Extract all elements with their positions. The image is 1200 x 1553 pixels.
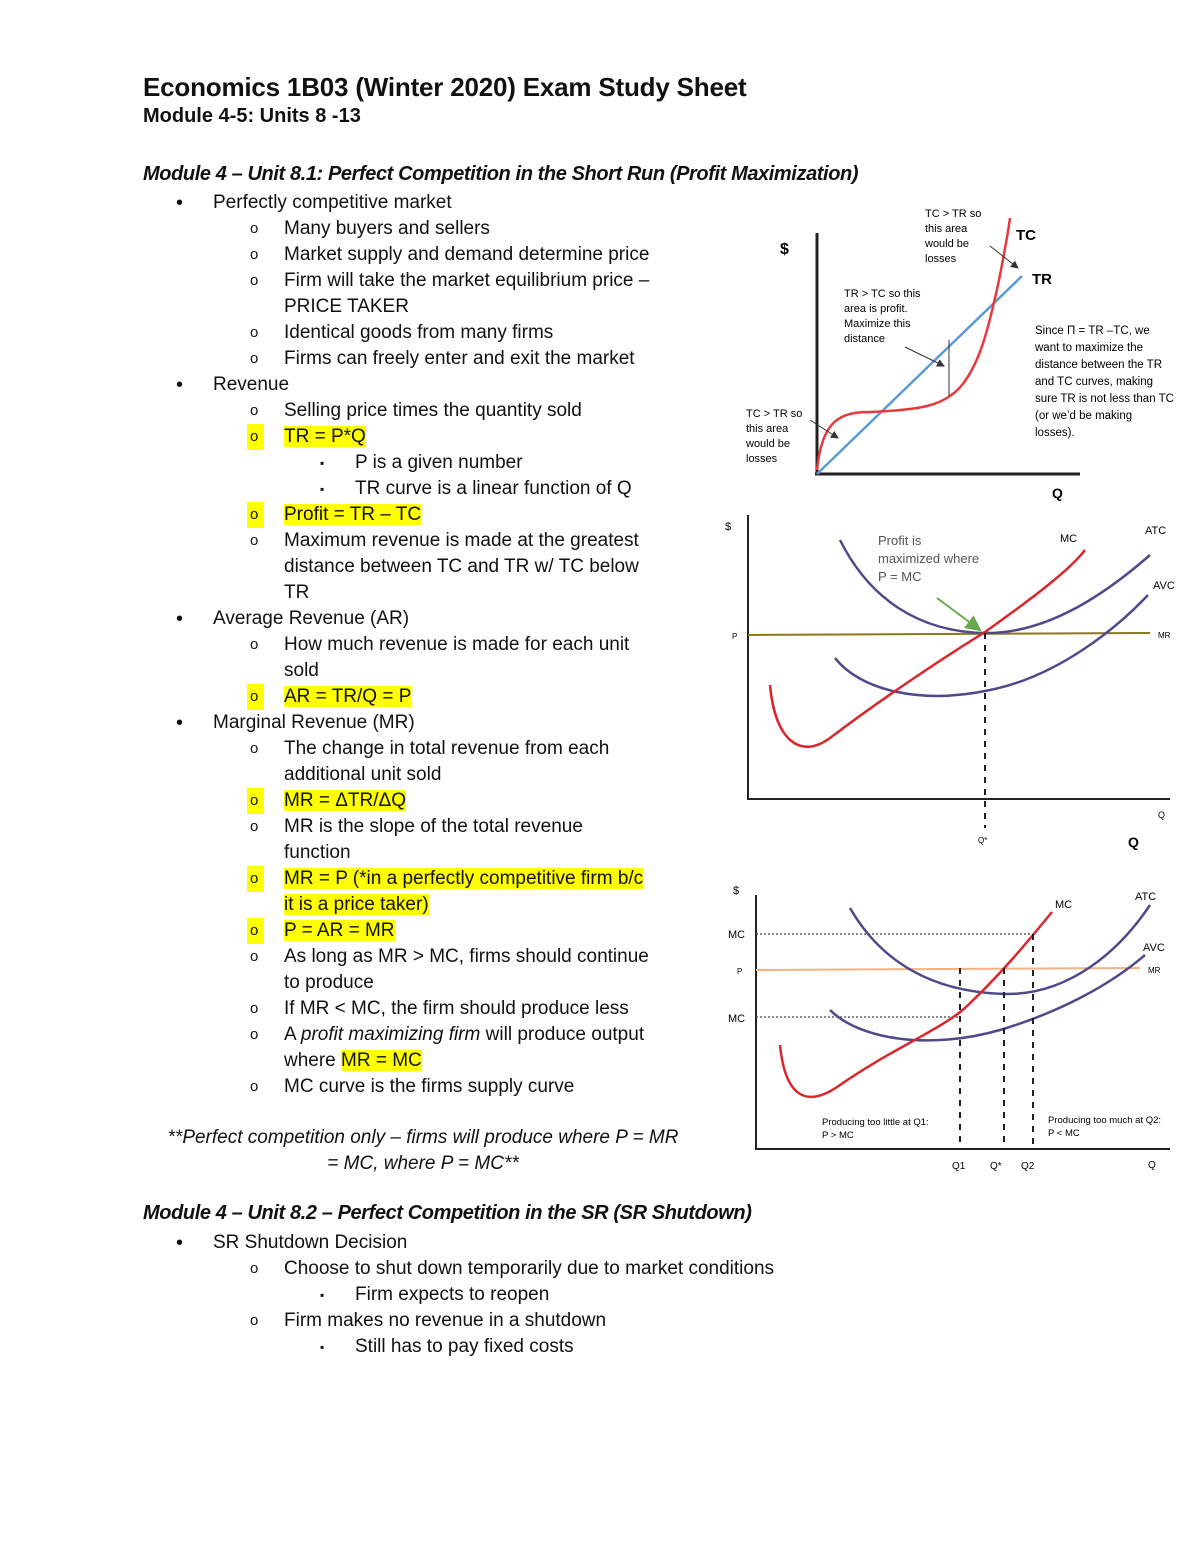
bullet-marker: •	[176, 192, 184, 214]
list-item	[0, 684, 720, 710]
fig2-q-star: Q*	[978, 836, 988, 845]
fig2-y-label: $	[725, 521, 732, 533]
bullet-marker: o	[250, 324, 259, 341]
svg-text:P > MC: P > MC	[822, 1130, 854, 1141]
fig2-mr-label: MR	[1158, 631, 1171, 640]
bullet-marker: o	[250, 272, 259, 289]
mr-line	[748, 633, 1150, 635]
svg-text:Profit is: Profit is	[878, 533, 922, 548]
list-item	[0, 892, 720, 918]
profit-max-chart	[715, 510, 1200, 855]
svg-text:TR > TC so this: TR > TC so this	[844, 288, 921, 300]
tc-label: TC	[1016, 227, 1036, 244]
list-item	[0, 554, 720, 580]
bullet-marker: o	[250, 532, 259, 549]
bullet-marker: o	[250, 350, 259, 367]
fig2-x-label-big: Q	[1128, 834, 1139, 850]
fig3-mr-label: MR	[1148, 966, 1161, 975]
fig3-p-label: P	[737, 967, 743, 976]
svg-text:distance between the TR: distance between the TR	[1035, 359, 1163, 371]
svg-text:and TC curves, making: and TC curves, making	[1035, 376, 1154, 388]
list-item-text: TR	[284, 582, 310, 603]
list-item-text: P is a given number	[355, 452, 523, 473]
list-item	[0, 658, 720, 684]
note-line-1: **Perfect competition only – firms will produce where P = MR	[167, 1127, 679, 1148]
list-item	[0, 450, 720, 476]
fig2-p-label: P	[732, 632, 738, 641]
avc-curve	[835, 595, 1148, 696]
bullet-marker: o	[247, 788, 264, 814]
list-item-emphasis: profit maximizing firm	[300, 1024, 481, 1045]
list-item	[0, 736, 720, 762]
bullet-marker: o	[250, 402, 259, 419]
list-item-text: where	[284, 1050, 342, 1071]
doc-title: Economics 1B03 (Winter 2020) Exam Study Sheet	[143, 72, 747, 102]
too-little-note	[822, 1117, 929, 1141]
list-item-text: function	[284, 842, 351, 863]
annotation-profit-area	[844, 288, 921, 345]
q1-label: Q1	[952, 1161, 966, 1172]
bullet-marker: o	[250, 948, 259, 965]
list-item-text: How much revenue is made for each unit	[284, 634, 630, 655]
svg-text:P < MC: P < MC	[1048, 1128, 1080, 1139]
section-1-list	[0, 190, 720, 1100]
bullet-marker: ▪	[320, 456, 325, 470]
list-item-text: Marginal Revenue (MR)	[213, 712, 415, 733]
bullet-marker: •	[176, 608, 184, 630]
list-item-text: Average Revenue (AR)	[213, 608, 410, 629]
svg-text:want to maximize the: want to maximize the	[1035, 342, 1144, 354]
production-level-chart	[715, 870, 1200, 1180]
section-2-list	[0, 1230, 1000, 1360]
list-item	[0, 814, 720, 840]
bullet-marker: o	[250, 1000, 259, 1017]
list-item	[0, 1022, 720, 1048]
svg-text:(or we’d be making: (or we’d be making	[1035, 410, 1133, 422]
list-item	[0, 762, 720, 788]
fig3-x-label: Q	[1148, 1160, 1156, 1171]
list-item-text: distance between TC and TR w/ TC below	[284, 556, 639, 577]
list-item-text: SR Shutdown Decision	[213, 1232, 408, 1253]
list-item	[0, 840, 720, 866]
bullet-marker: ▪	[320, 482, 325, 496]
list-item	[0, 1282, 1000, 1308]
list-item	[0, 632, 720, 658]
list-item-text: Many buyers and sellers	[284, 218, 490, 239]
svg-text:Since Π = TR –TC, we: Since Π = TR –TC, we	[1035, 325, 1150, 337]
list-item	[0, 866, 720, 892]
svg-text:this area: this area	[925, 223, 968, 235]
list-item	[0, 996, 720, 1022]
fig3-avc-label: AVC	[1143, 942, 1165, 954]
list-item-text: MR is the slope of the total revenue	[284, 816, 583, 837]
list-item-text: A	[284, 1024, 301, 1045]
svg-text:area is profit.: area is profit.	[844, 303, 908, 315]
list-item	[0, 398, 720, 424]
note-line-2: = MC, where P = MC**	[327, 1153, 519, 1174]
doc-subtitle: Module 4-5: Units 8 -13	[143, 105, 361, 127]
q2-label: Q2	[1021, 1161, 1035, 1172]
list-item-text: MR = P (*in a perfectly competitive firm b/c	[284, 868, 644, 889]
fig3-atc-label: ATC	[1135, 891, 1157, 903]
bullet-marker: o	[250, 636, 259, 653]
green-arrow	[937, 598, 980, 630]
list-item	[0, 1048, 720, 1074]
list-item-text: Firm will take the market equilibrium price –	[284, 270, 650, 291]
list-item-text: Revenue	[213, 374, 290, 395]
list-item	[0, 502, 720, 528]
bullet-marker: o	[247, 866, 264, 892]
list-item-text: it is a price taker)	[284, 894, 429, 915]
bullet-marker: •	[176, 712, 184, 734]
list-item	[0, 190, 720, 216]
bullet-marker: o	[250, 246, 259, 263]
svg-text:TC > TR so: TC > TR so	[925, 208, 982, 220]
bullet-marker: o	[247, 424, 264, 450]
list-item	[0, 970, 720, 996]
list-item	[0, 918, 720, 944]
svg-text:would be: would be	[925, 238, 970, 250]
list-item-text: Identical goods from many firms	[284, 322, 554, 343]
bullet-marker: o	[247, 502, 264, 528]
list-item-text: AR = TR/Q = P	[284, 686, 412, 707]
fig3-y-label: $	[733, 885, 740, 897]
list-item	[0, 528, 720, 554]
fig3-mc-low-label: MC	[728, 1013, 746, 1025]
bullet-marker: •	[176, 1232, 184, 1254]
list-item-text: Selling price times the quantity sold	[284, 400, 582, 421]
list-item	[0, 1074, 720, 1100]
list-item	[0, 1308, 1000, 1334]
bullet-marker: o	[250, 220, 259, 237]
list-item-text: MC curve is the firms supply curve	[284, 1076, 575, 1097]
list-item-text: Maximum revenue is made at the greatest	[284, 530, 639, 551]
svg-text:TC > TR so: TC > TR so	[746, 408, 803, 420]
section-2-heading: Module 4 – Unit 8.2 – Perfect Competition in the SR (SR Shutdown)	[143, 1202, 752, 1224]
bullet-marker: ▪	[320, 1340, 325, 1354]
bullet-marker: o	[250, 1260, 259, 1277]
list-item	[0, 320, 720, 346]
perfect-competition-note	[143, 1125, 703, 1177]
fig2-atc-label: ATC	[1145, 525, 1167, 537]
svg-text:maximized where: maximized where	[878, 551, 980, 566]
list-item	[0, 1256, 1000, 1282]
list-item-text: Choose to shut down temporarily due to market conditions	[284, 1258, 775, 1279]
list-item-text: PRICE TAKER	[284, 296, 409, 317]
list-item-text: Perfectly competitive market	[213, 192, 452, 213]
list-item-text: Firm makes no revenue in a shutdown	[284, 1310, 607, 1331]
svg-text:Producing too much at Q2:: Producing too much at Q2:	[1048, 1115, 1162, 1126]
profit-annotation	[878, 533, 979, 584]
svg-text:Maximize this: Maximize this	[844, 318, 911, 330]
bullet-marker: o	[247, 684, 264, 710]
svg-text:this area: this area	[746, 423, 789, 435]
list-item	[0, 476, 720, 502]
list-item	[0, 424, 720, 450]
list-item-text: Market supply and demand determine price	[284, 244, 650, 265]
tr-label: TR	[1032, 271, 1052, 288]
fig1-x-label: Q	[1052, 485, 1063, 501]
fig2-x-label: Q	[1158, 810, 1166, 820]
list-item-text: additional unit sold	[284, 764, 442, 785]
svg-text:sure TR is not less than TC: sure TR is not less than TC	[1035, 393, 1174, 405]
list-item-text: Still has to pay fixed costs	[355, 1336, 574, 1357]
fig3-mc-high-label: MC	[728, 929, 746, 941]
svg-text:P = MC: P = MC	[878, 569, 922, 584]
list-item	[0, 268, 720, 294]
bullet-marker: ▪	[320, 1288, 325, 1302]
section-1-heading: Module 4 – Unit 8.1: Perfect Competition in the Short Run (Profit Maximization)	[143, 163, 859, 185]
list-item	[0, 710, 720, 736]
bullet-marker: •	[176, 374, 184, 396]
fig3-q-star-label: Q*	[990, 1161, 1002, 1172]
annotation-top-losses	[924, 208, 981, 265]
svg-text:Producing too little at Q1:: Producing too little at Q1:	[822, 1117, 929, 1128]
bullet-marker: o	[250, 818, 259, 835]
list-item-highlight: MR = MC	[341, 1050, 422, 1071]
list-item	[0, 294, 720, 320]
list-item	[0, 372, 720, 398]
svg-text:losses: losses	[925, 253, 957, 265]
fig3-mr-line	[756, 968, 1140, 970]
list-item	[0, 1334, 1000, 1360]
fig3-mc-curve	[780, 912, 1052, 1097]
list-item-text: will produce output	[480, 1024, 645, 1045]
annotation-right-explanation	[1034, 325, 1174, 439]
list-item-text: MR = ΔTR/ΔQ	[284, 790, 406, 811]
svg-text:losses).: losses).	[1035, 427, 1075, 439]
too-much-note	[1048, 1115, 1161, 1139]
list-item-text: TR curve is a linear function of Q	[355, 478, 632, 499]
fig2-mc-label: MC	[1060, 533, 1078, 545]
annotation-left-losses	[745, 408, 802, 465]
mc-curve	[770, 550, 1085, 747]
tr-tc-chart	[730, 195, 1200, 510]
list-item	[0, 1230, 1000, 1256]
list-item	[0, 216, 720, 242]
bullet-marker: o	[250, 740, 259, 757]
list-item-text: sold	[284, 660, 319, 681]
list-item	[0, 580, 720, 606]
fig1-y-label: $	[780, 241, 789, 258]
bullet-marker: o	[250, 1078, 259, 1095]
bullet-marker: o	[250, 1026, 259, 1043]
fig3-atc-curve	[850, 905, 1150, 994]
svg-text:losses: losses	[746, 453, 778, 465]
list-item-text: Firms can freely enter and exit the market	[284, 348, 635, 369]
list-item	[0, 242, 720, 268]
list-item-text: to produce	[284, 972, 374, 993]
list-item-text: The change in total revenue from each	[284, 738, 610, 759]
svg-text:would be: would be	[746, 438, 791, 450]
list-item-text: If MR < MC, the firm should produce less	[284, 998, 629, 1019]
list-item	[0, 944, 720, 970]
list-item-text: TR = P*Q	[284, 426, 366, 447]
list-item	[0, 788, 720, 814]
bullet-marker: o	[247, 918, 264, 944]
list-item-text: Profit = TR – TC	[284, 504, 422, 525]
list-item	[0, 346, 720, 372]
list-item-text: As long as MR > MC, firms should continue	[284, 946, 649, 967]
list-item-text: P = AR = MR	[284, 920, 395, 941]
fig3-mc-label: MC	[1055, 899, 1073, 911]
list-item-text: Firm expects to reopen	[355, 1284, 550, 1305]
list-item	[0, 606, 720, 632]
fig2-avc-label: AVC	[1153, 580, 1175, 592]
svg-text:distance: distance	[844, 333, 885, 345]
bullet-marker: o	[250, 1312, 259, 1329]
